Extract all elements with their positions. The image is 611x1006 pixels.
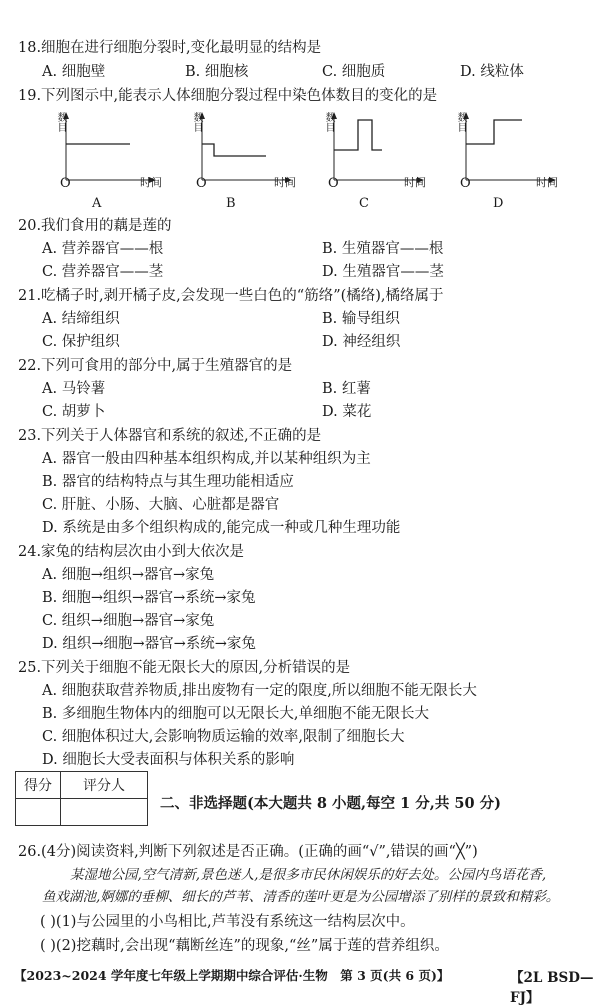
graph-c-label: C — [359, 196, 369, 211]
q22-option-d: D. 菜花 — [322, 404, 372, 420]
grader-cell[interactable] — [61, 799, 148, 826]
q25-option-b: B. 多细胞生物体内的细胞可以无限长大,单细胞不能无限长大 — [42, 706, 429, 722]
q26-item-2[interactable]: ( )(2)挖藕时,会出现“藕断丝连”的现象,“丝”属于莲的营养组织。 — [40, 938, 449, 954]
graph-b-xlabel: 时间 — [274, 176, 296, 189]
q23-option-a: A. 器官一般由四种基本组织构成,并以某种组织为主 — [42, 451, 371, 467]
q23-option-b: B. 器官的结构特点与其生理功能相适应 — [42, 474, 294, 490]
graph-d-xlabel: 时间 — [536, 176, 558, 189]
q21-option-a: A. 结缔组织 — [42, 311, 120, 327]
q22-stem: 22.下列可食用的部分中,属于生殖器官的是 — [18, 358, 293, 374]
q21-option-b: B. 输导组织 — [322, 311, 400, 327]
q24-option-c: C. 组织→细胞→器官→家兔 — [42, 613, 215, 629]
q26-passage-line-1: 某湿地公园,空气清新,景色迷人,是很多市民休闲娱乐的好去处。公园内鸟语花香, — [70, 867, 547, 883]
q18-stem: 18.细胞在进行细胞分裂时,变化最明显的结构是 — [18, 40, 322, 56]
q25-stem: 25.下列关于细胞不能无限长大的原因,分析错误的是 — [18, 660, 351, 676]
q21-stem: 21.吃橘子时,剥开橘子皮,会发现一些白色的“筋络”(橘络),橘络属于 — [18, 288, 444, 304]
graph-c-ylabel: 数目 — [323, 112, 334, 132]
graph-d-origin: O — [460, 176, 471, 191]
q22-option-c: C. 胡萝卜 — [42, 404, 106, 420]
q22-option-a: A. 马铃薯 — [42, 381, 106, 397]
q25-option-d: D. 细胞长大受表面积与体积关系的影响 — [42, 752, 295, 768]
q18-option-b: B. 细胞核 — [185, 64, 249, 80]
q18-option-a: A. 细胞壁 — [42, 64, 106, 80]
q24-option-d: D. 组织→细胞→器官→系统→家兔 — [42, 636, 256, 652]
footer-code: 【2L BSD—FJ】 — [510, 970, 594, 1006]
graph-c-origin: O — [328, 176, 339, 191]
q26-item-1[interactable]: ( )(1)与公园里的小鸟相比,芦苇没有系统这一结构层次中。 — [40, 914, 415, 930]
q20-option-c: C. 营养器官——茎 — [42, 264, 164, 280]
graph-b-ylabel: 数目 — [191, 112, 202, 132]
score-cell[interactable] — [16, 799, 61, 826]
q23-stem: 23.下列关于人体器官和系统的叙述,不正确的是 — [18, 428, 322, 444]
q24-stem: 24.家兔的结构层次由小到大依次是 — [18, 544, 245, 560]
graph-a-label: A — [92, 196, 102, 211]
q18-option-d: D. 线粒体 — [460, 64, 524, 80]
graph-d-label: D — [493, 196, 504, 211]
q20-option-a: A. 营养器官——根 — [42, 241, 164, 257]
q20-option-b: B. 生殖器官——根 — [322, 241, 444, 257]
q26-passage-line-2: 鱼戏湖池,婀娜的垂柳、细长的芦苇、清香的莲叶更是为公园增添了别样的景致和精彩。 — [42, 889, 560, 905]
q26-stem: 26.(4分)阅读资料,判断下列叙述是否正确。(正确的画“√”,错误的画“╳”) — [18, 844, 478, 860]
q19-stem: 19.下列图示中,能表示人体细胞分裂过程中染色体数目的变化的是 — [18, 88, 438, 104]
q23-option-d: D. 系统是由多个组织构成的,能完成一种或几种生理功能 — [42, 520, 401, 536]
q24-option-a: A. 细胞→组织→器官→家兔 — [42, 567, 215, 583]
graph-a-xlabel: 时间 — [140, 176, 162, 189]
section-2-title: 二、非选择题(本大题共 8 小题,每空 1 分,共 50 分) — [160, 795, 501, 812]
q18-option-c: C. 细胞质 — [322, 64, 386, 80]
q20-stem: 20.我们食用的藕是莲的 — [18, 218, 172, 234]
q25-option-a: A. 细胞获取营养物质,排出废物有一定的限度,所以细胞不能无限长大 — [42, 683, 477, 699]
graph-b-label: B — [226, 196, 236, 211]
graph-b-origin: O — [196, 176, 207, 191]
q20-option-d: D. 生殖器官——茎 — [322, 264, 444, 280]
q21-option-d: D. 神经组织 — [322, 334, 401, 350]
q22-option-b: B. 红薯 — [322, 381, 371, 397]
graph-a-origin: O — [60, 176, 71, 191]
q25-option-c: C. 细胞体积过大,会影响物质运输的效率,限制了细胞长大 — [42, 729, 405, 745]
score-header: 得分 — [16, 772, 61, 799]
graph-a-ylabel: 数目 — [55, 112, 66, 132]
q21-option-c: C. 保护组织 — [42, 334, 120, 350]
score-table — [15, 771, 148, 826]
q24-option-b: B. 细胞→组织→器官→系统→家兔 — [42, 590, 256, 606]
graph-d-ylabel: 数目 — [455, 112, 466, 132]
grader-header: 评分人 — [61, 772, 148, 799]
q23-option-c: C. 肝脏、小肠、大脑、心脏都是器官 — [42, 497, 280, 513]
graph-c-xlabel: 时间 — [404, 176, 426, 189]
footer-info: 【2023~2024 学年度七年级上学期期中综合评估·生物 第 3 页(共 6 页)】 — [14, 968, 450, 983]
